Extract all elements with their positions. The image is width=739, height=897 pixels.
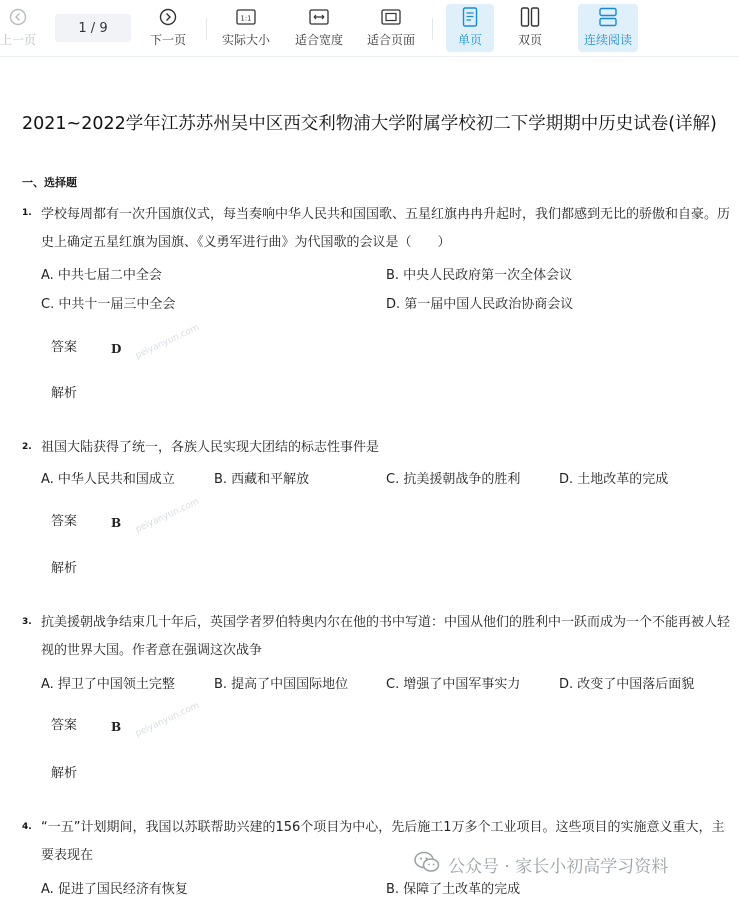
fit-page-label: 适合页面	[366, 33, 415, 47]
watermark: peiyanyun.com	[134, 496, 201, 536]
option-b: B. 提高了中国国际地位	[214, 677, 349, 692]
chevron-right-circle-icon	[159, 6, 177, 28]
option-c: C. 中共十一届三中全会	[41, 297, 176, 312]
option-b: B. 西藏和平解放	[214, 472, 310, 487]
svg-text:1:1: 1:1	[240, 14, 252, 23]
actual-size-icon	[236, 6, 256, 28]
answer-label: 答案	[51, 718, 78, 733]
option-a: A. 中共七届二中全会	[41, 268, 162, 283]
watermark: peiyanyun.com	[134, 700, 201, 740]
toolbar-divider	[432, 18, 433, 40]
option-b: B. 保障了土改革的完成	[386, 882, 521, 897]
continuous-read-label: 连续阅读	[583, 33, 632, 47]
fit-width-button[interactable]	[292, 4, 346, 52]
wechat-watermark	[414, 851, 668, 878]
chevron-left-circle-icon	[9, 6, 27, 28]
option-d: D. 土地改革的完成	[559, 472, 669, 487]
question-text: 学校每周都有一次升国旗仪式，每当奏响中华人民共和国国歌、五星红旗冉冉升起时，我们都感到无比的骄傲和自豪。历史上确定五星红旗为国旗、《义勇军进行曲》为代国歌的会议是（ ）	[41, 207, 731, 250]
option-d: D. 第一届中国人民政治协商会议	[386, 297, 574, 312]
wechat-icon	[414, 851, 440, 878]
actual-size-button[interactable]	[220, 4, 272, 52]
next-page-button[interactable]	[146, 4, 190, 52]
question-number: 4.	[22, 822, 32, 832]
question-number: 2.	[22, 442, 32, 452]
question-text: “一五”计划期间，我国以苏联帮助兴建的156个项目为中心，先后施工1万多个工业项目。这些项目的实施意义重大，主要表现在	[41, 820, 725, 863]
question-number: 3.	[22, 617, 32, 627]
continuous-read-icon	[598, 6, 618, 28]
fit-page-icon	[381, 6, 401, 28]
watermark: peiyanyun.com	[134, 322, 201, 362]
question-text: 祖国大陆获得了统一，各族人民实现大团结的标志性事件是	[41, 440, 380, 455]
fit-width-icon	[309, 6, 329, 28]
page-indicator[interactable]: 1 / 9	[55, 14, 131, 42]
question-text: 抗美援朝战争结束几十年后，英国学者罗伯特奥内尔在他的书中写道：中国从他们的胜利中一跃而成为一个不能再被人轻视的世界大国。作者意在强调这次战争	[41, 615, 731, 658]
watermark-text: 公众号 · 家长小初高学习资料	[448, 857, 669, 877]
continuous-read-button[interactable]	[578, 4, 638, 52]
answer-label: 答案	[51, 514, 78, 529]
answer-value: D	[111, 342, 122, 356]
option-a: A. 促进了国民经济有恢复	[41, 882, 188, 897]
answer-value: B	[111, 516, 122, 530]
page-title: 2021~2022学年江苏苏州吴中区西交利物浦大学附属学校初二下学期期中历史试卷(详解)	[22, 114, 717, 134]
viewer-toolbar	[0, 0, 739, 57]
single-page-button[interactable]	[446, 4, 494, 52]
single-page-icon	[462, 6, 478, 28]
section-heading: 一、选择题	[22, 176, 77, 189]
answer-value: B	[111, 720, 122, 734]
prev-page-button[interactable]	[0, 4, 38, 52]
document-page	[0, 56, 739, 896]
analysis-label: 解析	[51, 561, 78, 576]
answer-label: 答案	[51, 340, 78, 355]
prev-page-label: 上一页	[0, 33, 36, 47]
fit-width-label: 适合宽度	[294, 33, 343, 47]
double-page-button[interactable]	[506, 4, 554, 52]
option-a: A. 中华人民共和国成立	[41, 472, 175, 487]
next-page-label: 下一页	[149, 33, 186, 47]
fit-page-button[interactable]	[364, 4, 418, 52]
double-page-icon	[520, 6, 540, 28]
actual-size-label: 实际大小	[221, 33, 270, 47]
option-c: C. 增强了中国军事实力	[386, 677, 521, 692]
option-b: B. 中央人民政府第一次全体会议	[386, 268, 573, 283]
toolbar-divider	[206, 18, 207, 40]
option-d: D. 改变了中国落后面貌	[559, 677, 695, 692]
option-c: C. 抗美援朝战争的胜利	[386, 472, 521, 487]
analysis-label: 解析	[51, 386, 78, 401]
question-number: 1.	[22, 208, 32, 218]
double-page-label: 双页	[517, 33, 542, 47]
option-a: A. 捍卫了中国领土完整	[41, 677, 175, 692]
analysis-label: 解析	[51, 766, 78, 781]
single-page-label: 单页	[457, 33, 482, 47]
